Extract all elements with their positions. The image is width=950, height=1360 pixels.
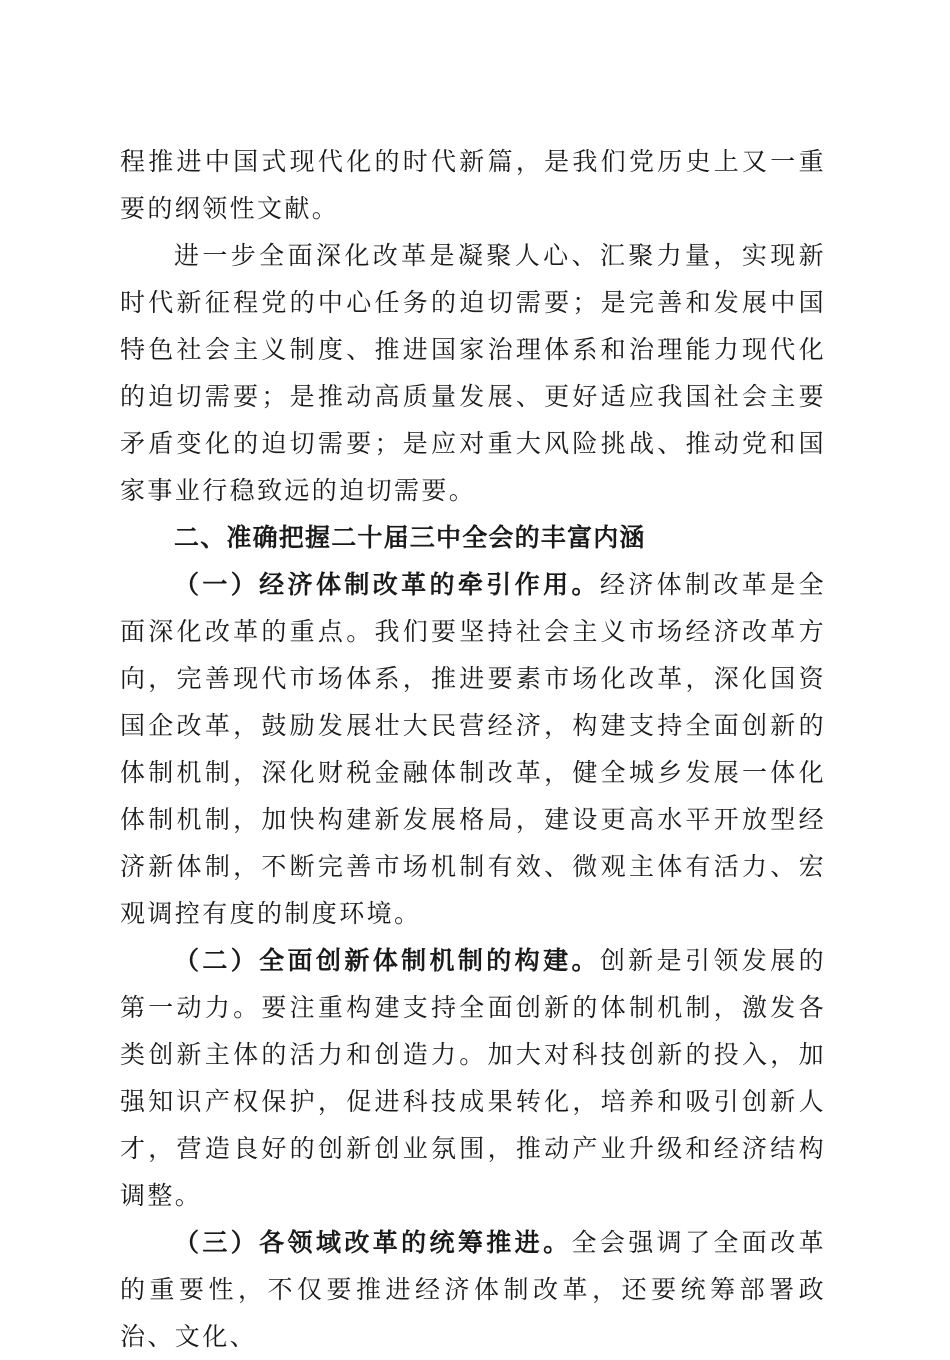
paragraph-continuation: 程推进中国式现代化的时代新篇，是我们党历史上又一重要的纲领性文献。 xyxy=(120,147,826,223)
section-heading: 二、准确把握二十届三中全会的丰富内涵 xyxy=(174,523,646,552)
subsection-body-1: 经济体制改革是全面深化改革的重点。我们要坚持社会主义市场经济改革方向，完善现代市场体系，推进要素市场化改革，深化国资国企改革，鼓励发展壮大民营经济，构建支持全面创新的体制机制，深化财税金融体制改革，健全城乡发展一体化体制机制，加快构建新发展格局，建设更高水平开放型经济新体制，不断完善市场机制有效、微观主体有活力、宏观调控有度的制度环境。 xyxy=(120,570,826,928)
subsection-title-1: （一）经济体制改革的牵引作用。 xyxy=(174,570,600,599)
subsection-title-2: （二）全面创新体制机制的构建。 xyxy=(174,946,600,975)
paragraph-coordinated-reform xyxy=(120,1219,826,1360)
document-page xyxy=(120,138,826,1360)
subsection-body-2: 创新是引领发展的第一动力。要注重构建支持全面创新的体制机制，激发各类创新主体的活力和创造力。加大对科技创新的投入，加强知识产权保护，促进科技成果转化，培养和吸引创新人才，营造良好的创新创业氛围，推动产业升级和经济结构调整。 xyxy=(120,946,826,1210)
paragraph-innovation xyxy=(120,937,826,1219)
paragraph-reform-necessity: 进一步全面深化改革是凝聚人心、汇聚力量，实现新时代新征程党的中心任务的迫切需要；是完善和发展中国特色社会主义制度、推进国家治理体系和治理能力现代化的迫切需要；是推动高质量发展、更好适应我国社会主要矛盾变化的迫切需要；是应对重大风险挑战、推动党和国家事业行稳致远的迫切需要。 xyxy=(120,241,826,505)
paragraph-economic-reform xyxy=(120,561,826,937)
subsection-title-3: （三）各领域改革的统筹推进。 xyxy=(174,1228,572,1257)
subsection-body-3: 全会强调了全面改革的重要性，不仅要推进经济体制改革，还要统筹部署政治、文化、 xyxy=(120,1228,826,1351)
